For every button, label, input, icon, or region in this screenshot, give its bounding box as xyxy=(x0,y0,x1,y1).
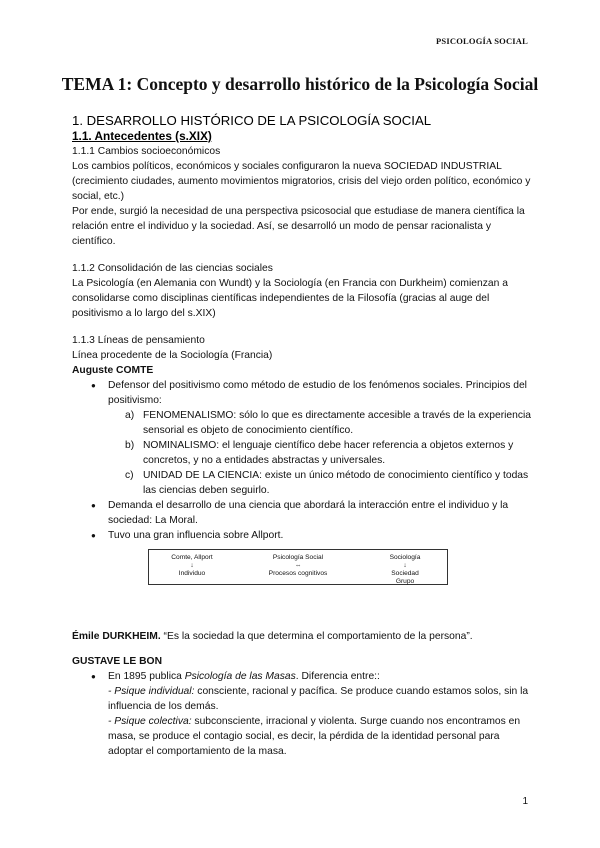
list-item xyxy=(125,468,532,498)
running-header: PSICOLOGÍA SOCIAL xyxy=(436,36,528,46)
list-item-text: Defensor del positivismo como método de estudio de los fenómenos sociales. Principios del positivismo: xyxy=(108,380,527,406)
diagram-label: Psicología Social xyxy=(272,554,324,561)
list-item xyxy=(108,498,532,528)
list-item-text: Demanda el desarrollo de una ciencia que abordará la interacción entre el individuo y la sociedad: La Moral. xyxy=(108,500,509,526)
document-body xyxy=(72,112,532,759)
subsubsection-title: 1.1.1 Cambios socioeconómicos xyxy=(72,146,221,157)
diagram-label: Sociedad xyxy=(391,570,419,577)
diagram-label: Individuo xyxy=(178,570,206,577)
double-arrow-icon: ⇔ xyxy=(294,562,302,569)
list-item xyxy=(108,378,532,498)
list-item xyxy=(108,528,532,543)
term-label: - Psique colectiva: xyxy=(108,716,192,727)
durkheim-paragraph xyxy=(72,629,532,644)
list-item xyxy=(125,408,532,438)
list-item xyxy=(125,438,532,468)
diagram-label: Comte, Allport xyxy=(171,554,213,561)
paragraph: La Psicología (en Alemania con Wundt) y la Sociología (en Francia con Durkheim) comienzan a consolidarse como disciplinas científicas independientes de la Filosofía (gracias al auge del positivismo a lo largo del s.XIX) xyxy=(72,278,508,319)
page-number: 1 xyxy=(522,796,528,807)
diagram-label: Sociología xyxy=(389,554,421,561)
subsubsection-title: 1.1.2 Consolidación de las ciencias sociales xyxy=(72,263,273,274)
diagram-label: Grupo xyxy=(395,578,415,585)
section-heading: 1. DESARROLLO HISTÓRICO DE LA PSICOLOGÍA SOCIAL xyxy=(72,113,432,128)
list-item-text: . Diferencia entre:: xyxy=(295,671,380,682)
author-name: Auguste COMTE xyxy=(72,365,154,376)
list-item-text: Tuvo una gran influencia sobre Allport. xyxy=(108,530,284,541)
arrow-down-icon: ↓ xyxy=(190,562,194,569)
paragraph: Línea procedente de la Sociología (Francia) xyxy=(72,350,273,361)
list-item-text: En 1895 publica xyxy=(108,671,185,682)
author-name: GUSTAVE LE BON xyxy=(72,656,163,667)
subsection-heading: 1.1. Antecedentes (s.XIX) xyxy=(72,129,212,143)
psique-colectiva xyxy=(108,714,532,759)
list-item xyxy=(108,669,532,759)
diagram-column xyxy=(375,554,435,586)
subsubsection-title: 1.1.3 Líneas de pensamiento xyxy=(72,335,205,346)
list-marker: c) xyxy=(125,470,134,481)
quote-text: “Es la sociedad la que determina el comportamiento de la persona”. xyxy=(160,631,473,642)
list-marker: a) xyxy=(125,410,135,421)
arrow-down-icon: ↓ xyxy=(403,562,407,569)
diagram-label: Procesos cognitivos xyxy=(268,570,328,577)
principles-list xyxy=(108,408,532,498)
comte-list xyxy=(72,378,532,543)
list-item-text: FENOMENALISMO: sólo lo que es directamente accesible a través de la experiencia sensorial es objeto de conocimiento científico. xyxy=(143,410,532,436)
psique-individual xyxy=(108,684,532,714)
term-label: - Psique individual: xyxy=(108,686,195,697)
term-text: subconsciente, irracional y violenta. Surge cuando nos encontramos en masa, se produce el contagio social, es decir, la pérdida de la identidad personal para adoptar el comportamiento de la masa. xyxy=(108,716,521,757)
author-name: Émile DURKHEIM. xyxy=(72,631,161,642)
lebon-list xyxy=(72,669,532,759)
book-title: Psicología de las Masas xyxy=(184,671,296,682)
list-item-text: NOMINALISMO: el lenguaje científico debe hacer referencia a objetos externos y concretos, y no a entidades abstractas y universales. xyxy=(143,440,514,466)
term-text: consciente, racional y pacífica. Se produce cuando estamos solos, sin la influencia de los demás. xyxy=(108,686,529,712)
list-marker: b) xyxy=(125,440,135,451)
relationship-diagram xyxy=(148,549,448,585)
list-item-text: UNIDAD DE LA CIENCIA: existe un único método de conocimiento científico y todas las ciencias deben seguirlo. xyxy=(143,470,529,496)
paragraph: Por ende, surgió la necesidad de una perspectiva psicosocial que estudiase de manera científica la relación entre el individuo y la sociedad. Así, se desarrolló un modo de pensar racionalista y científico. xyxy=(72,206,525,247)
document-title: TEMA 1: Concepto y desarrollo histórico de la Psicología Social xyxy=(61,74,539,94)
diagram-column xyxy=(157,554,227,578)
diagram-column xyxy=(259,554,337,578)
paragraph: Los cambios políticos, económicos y sociales configuraron la nueva SOCIEDAD INDUSTRIAL (crecimiento ciudades, aumento movimientos migratorios, crisis del viejo orden político, económico y social, etc.) xyxy=(72,161,531,202)
